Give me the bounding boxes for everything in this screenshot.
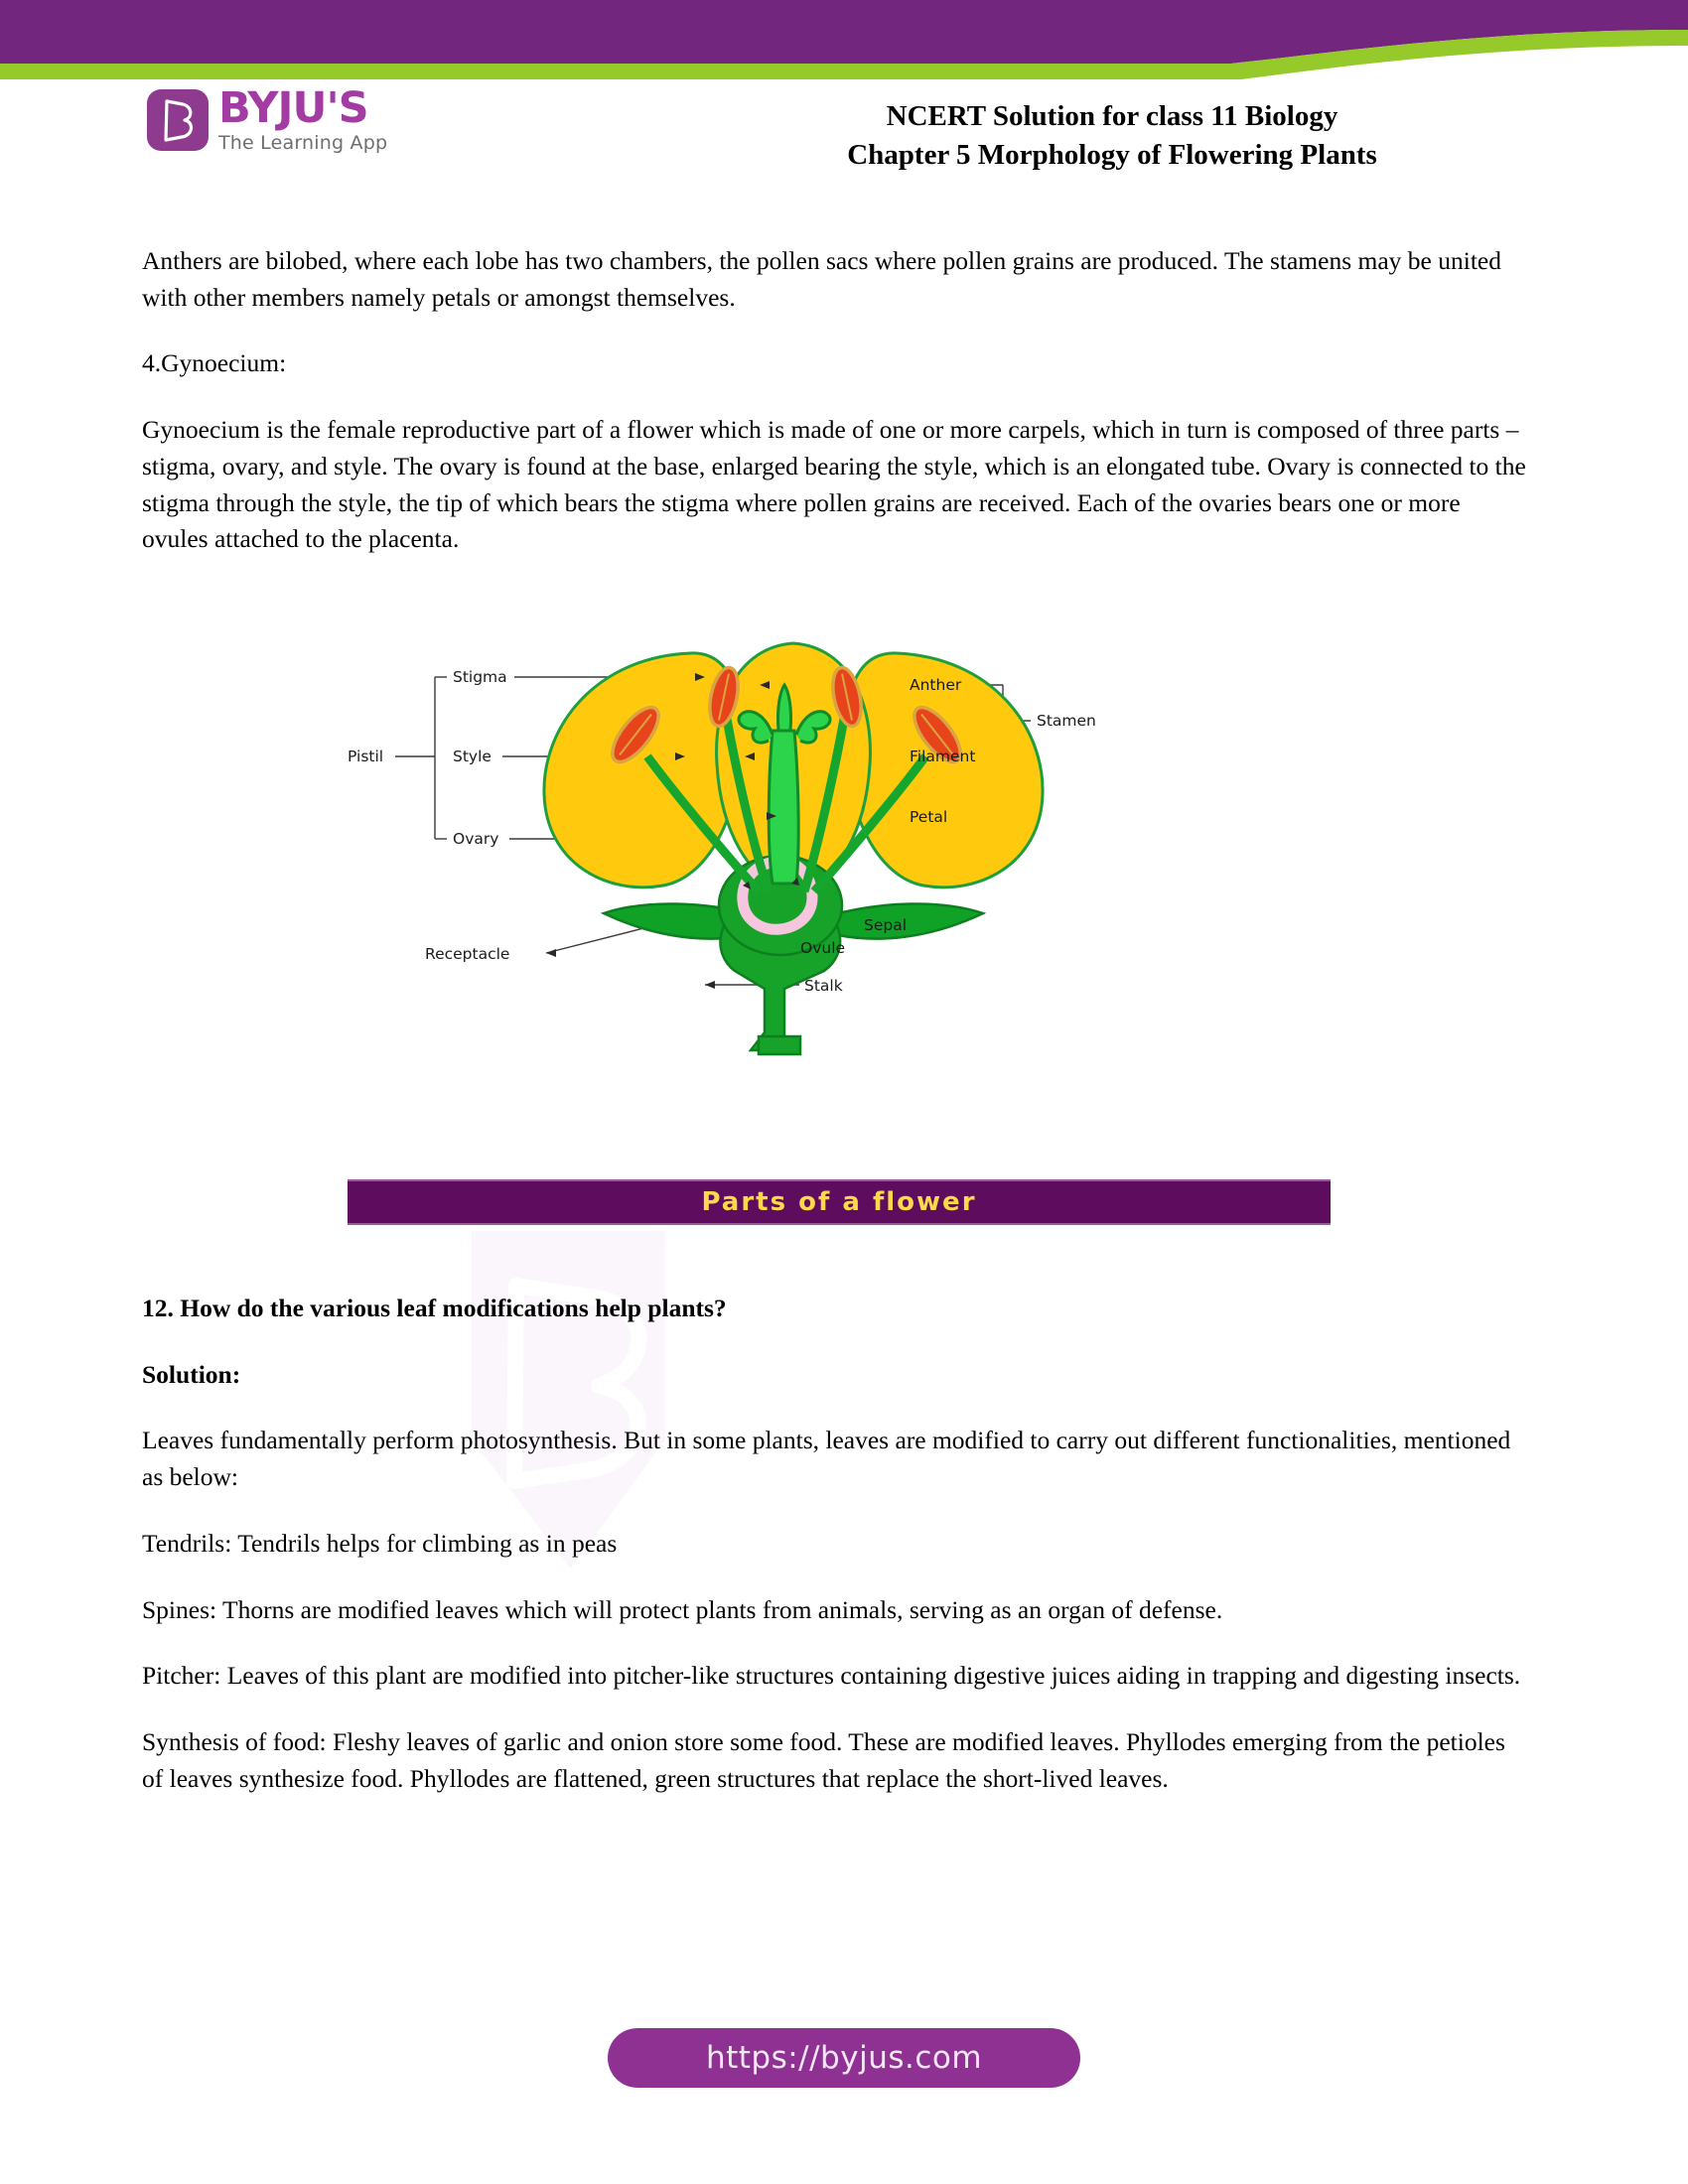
paragraph-gynoecium: Gynoecium is the female reproductive part of a flower which is made of one or more carpels, which in turn is composed of three parts – stigma, ovary, and style. The ovary is found at the base, enlarged bearing the style, which is an elongated tube. Ovary is connected to the stigma through the style, the tip of which bears the stigma where pollen grains are received. Each of the ovaries bears one or more ovules attached to the placenta.: [142, 415, 1526, 554]
flower-diagram-svg: [348, 635, 1331, 1171]
byjus-logo: [147, 83, 388, 154]
label-style: Style: [453, 748, 492, 765]
paragraph-leaves: Leaves fundamentally perform photosynthesis. But in some plants, leaves are modified to carry out different functionalities, mentioned as below:: [142, 1426, 1511, 1492]
label-stamen: Stamen: [1037, 712, 1096, 730]
paragraph-tendrils: Tendrils: Tendrils helps for climbing as in peas: [142, 1528, 618, 1558]
paragraph-synthesis: Synthesis of food: Fleshy leaves of garlic and onion store some food. These are modified leaves. Phyllodes emerging from the petioles of leaves synthesize food. Phyllodes are flattened, green structures that replace the short-lived leaves.: [142, 1727, 1505, 1793]
label-sepal: Sepal: [864, 916, 908, 934]
figure-caption-text: Parts of a flower: [701, 1187, 977, 1217]
label-stalk: Stalk: [804, 977, 843, 995]
page-title-line2: Chapter 5 Morphology of Flowering Plants: [847, 139, 1377, 172]
label-pistil: Pistil: [348, 748, 384, 765]
paragraph-spines: Spines: Thorns are modified leaves which will protect plants from animals, serving as an organ of defense.: [142, 1594, 1223, 1624]
label-ovule: Ovule: [800, 939, 846, 957]
byjus-logo-mark-icon: [147, 89, 209, 151]
flower-diagram-figure: [348, 635, 1331, 1225]
header-decorative-bands: [0, 0, 1688, 79]
byjus-tagline-text: The Learning App: [218, 132, 388, 154]
document-body: [142, 243, 1527, 588]
paragraph-anthers: Anthers are bilobed, where each lobe has two chambers, the pollen sacs where pollen grains are produced. The stamens may be united with other members namely petals or amongst themselves.: [142, 246, 1501, 312]
solution-label: Solution:: [142, 1359, 241, 1389]
label-stigma: Stigma: [453, 668, 507, 686]
byjus-brand-text: BYJU'S: [218, 83, 368, 133]
paragraph-pitcher: Pitcher: Leaves of this plant are modified into pitcher-like structures containing digestive juices aiding in trapping and digesting insects.: [142, 1661, 1521, 1691]
page-title-line1: NCERT Solution for class 11 Biology: [886, 100, 1338, 132]
question-12-heading: 12. How do the various leaf modifications help plants?: [142, 1294, 727, 1322]
label-filament: Filament: [910, 748, 976, 765]
figure-caption-bar: [348, 1179, 1331, 1225]
label-anther: Anther: [910, 676, 962, 694]
page-title: [765, 97, 1460, 175]
label-receptacle: Receptacle: [425, 945, 510, 963]
label-ovary: Ovary: [453, 830, 499, 848]
document-body-lower: [142, 1291, 1527, 1827]
byjus-url-button[interactable]: [608, 2028, 1080, 2088]
label-petal: Petal: [910, 808, 948, 826]
heading-gynoecium: 4.Gynoecium:: [142, 348, 287, 378]
byjus-url-text: https://byjus.com: [705, 2040, 983, 2076]
